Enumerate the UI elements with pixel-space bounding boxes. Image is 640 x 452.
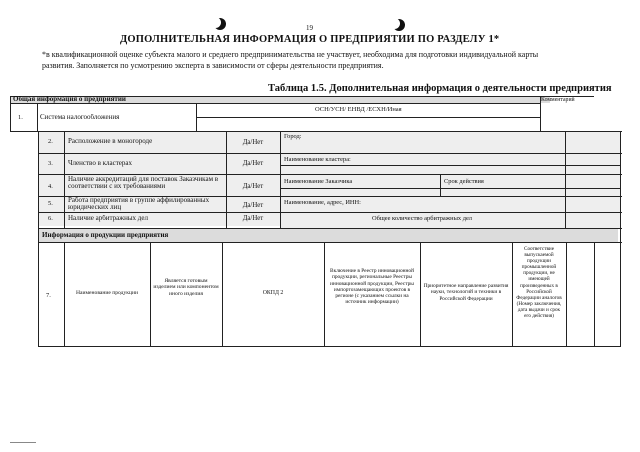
tax-system-options: ОСН/УСН/ ЕНВД /ЕСХН/Иная <box>315 106 402 113</box>
cluster-name-field: Наименование кластера: <box>284 156 351 163</box>
yes-no-value: Да/Нет <box>242 202 264 209</box>
row-number: 5. <box>48 200 53 207</box>
page-number: 19 <box>306 24 313 32</box>
row-label: Членство в кластерах <box>68 160 133 167</box>
table-title: Таблица 1.5. Дополнительная информация о деятельности предприятия <box>268 83 612 94</box>
validity-period-field: Срок действия <box>444 178 484 185</box>
city-field: Город: <box>284 133 302 140</box>
column-product-name: Наименование продукции <box>75 290 138 296</box>
column-innovation-registry: Включение в Реестр инновационной продукции, региональные Реестры инновационной продукции, Реестры импортозамещающих проектов в регионе (с указанием ссылки на источник информации) <box>330 268 414 306</box>
column-priority-direction: Приоритетное направление развития науки, технологий и техники в Российской Федерации <box>423 283 509 302</box>
row-label: Наличие аккредитаций для поставок Заказчикам в соответствии с их требованиями <box>68 176 219 191</box>
crescent-mark-icon <box>393 19 405 31</box>
column-finished-or-component: Является готовым изделием или компонентом иного изделия <box>153 278 219 297</box>
row-number: 6. <box>48 215 53 222</box>
row-number: 4. <box>48 183 53 190</box>
column-no-analogues: Соответствие выпускаемой продукции промышленной продукции, не имеющей произведенных в Российской Федерации аналогов (Номер заключения, дата выдачи и срок его действия) <box>516 246 562 320</box>
comment-header: Комментарий <box>541 97 575 103</box>
general-info-header: Общая информация о предприятии <box>13 96 126 103</box>
customer-name-field: Наименование Заказчика <box>284 178 353 185</box>
row-number: 7. <box>46 292 51 299</box>
column-okpd2: ОКПД 2 <box>262 290 284 296</box>
crescent-mark-icon <box>214 18 226 30</box>
row-number: 3. <box>48 160 53 167</box>
row-number: 1. <box>18 114 23 121</box>
yes-no-value: Да/Нет <box>242 183 264 190</box>
yes-no-value: Да/Нет <box>242 160 264 167</box>
row-label: Работа предприятия в группе аффилированных юридических лиц <box>68 197 210 212</box>
page-title: ДОПОЛНИТЕЛЬНАЯ ИНФОРМАЦИЯ О ПРЕДПРИЯТИИ ПО РАЗДЕЛУ 1* <box>120 34 500 45</box>
row-label: Система налогообложения <box>40 114 120 121</box>
yes-no-value: Да/Нет <box>242 215 264 222</box>
row-label: Расположение в моногороде <box>68 138 153 145</box>
affiliates-field: Наименование, адрес, ИНН: <box>284 199 361 206</box>
arbitration-count-field: Общее количество арбитражных дел <box>372 215 472 222</box>
yes-no-value: Да/Нет <box>242 139 264 146</box>
row-number: 2. <box>48 138 53 145</box>
row-label: Наличие арбитражных дел <box>68 215 148 222</box>
footnote-text: *в квалификационной оценке субъекта малого и среднего предпринимательства не участвует, необходима для подготовки индивидуальной карты развития. Заполняется по усмотрению эксперта в зависимости от сферы деятельности предприятия. <box>42 50 539 70</box>
products-header: Информация о продукции предприятия <box>42 232 169 239</box>
